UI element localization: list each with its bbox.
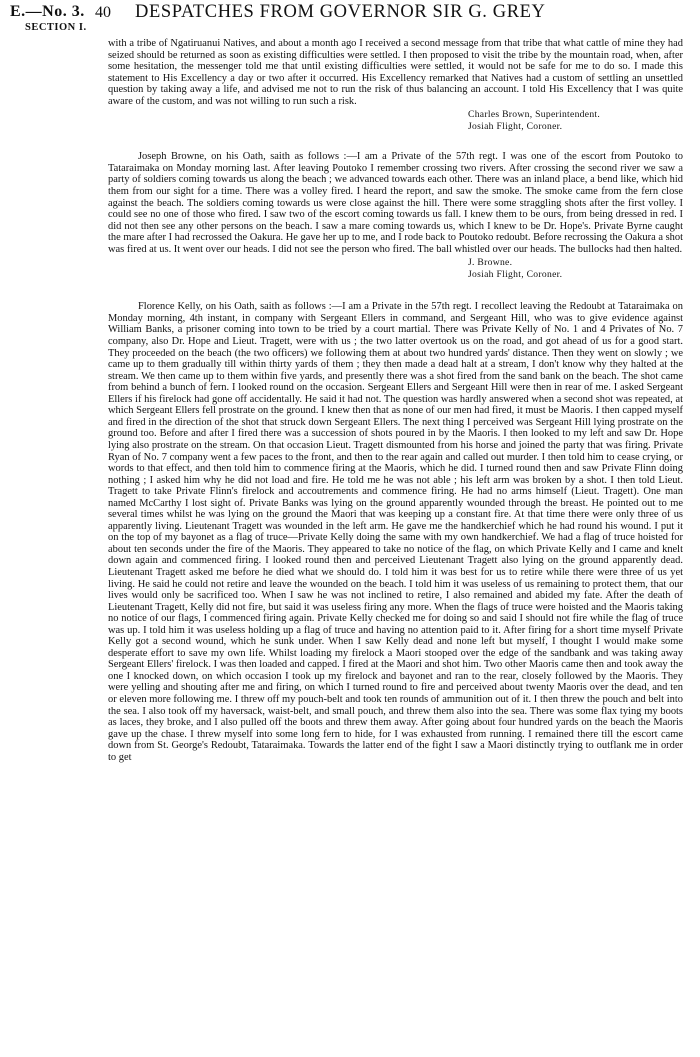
- document-body: [108, 38, 683, 763]
- signature-superintendent: Charles Brown, Superintendent.: [468, 109, 601, 121]
- paragraph-browne-testimony: Joseph Browne, on his Oath, saith as follows :—I am a Private of the 57th regt. I was one of the escort from Poutoko to Tataraimaka on Monday morning last. After leaving Poutoko I remember crossing two rivers. After crossing the second river we saw a party of soldiers coming towards us along the beach ; we advanced towards each other. There was an inland place, a bend like, which hid them from our sight for a time. There was a volley fired. I heard the report, and saw the smoke. The smoke came from the fern close against the beach. The soldiers coming towards us were close against the hill. There were some straggling shots after the first volley. I could see no one of those who fired. I saw two of the escort coming towards us fall. I knew them to be ours, from being dressed in red. I did not then see any other persons on the beach. I saw a mare coming towards us, which I knew to be Dr. Hope's. Private Byrne caught the mare after I had recrossed the Oakura. He gave her up to me, and I rode back to Poutoko redoubt. Before recrossing the Oakura a shot was fired at us. It went over our heads. I did not see the person who fired. The ball whistled over our heads. The bullocks had then halted.: [108, 151, 683, 255]
- paragraph-brown-testimony-end: with a tribe of Ngatiruanui Natives, and about a month ago I received a second message from that tribe that what cattle of mine they had seized should be returned as soon as existing difficulties were settled. I then proposed to visit the tribe by the mountain road, when, after some hesitation, the messenger told me that until existing difficulties were settled, it would not be safe for me to do so. I made this statement to His Excellency a day or two after it occurred. His Excellency remarked that Natives had a custom of settling an unsettled question by taking away a life, and advised me not to run the risk of thus balancing an account. I told His Excellency that I was quite aware of the custom, and was not willing to run such a risk.: [108, 38, 683, 107]
- paragraph-kelly-testimony: Florence Kelly, on his Oath, saith as follows :—I am a Private in the 57th regt. I recollect leaving the Redoubt at Tataraimaka on Monday morning, 4th instant, in company with Sergeant Ellers in command, and Sergeant Hill, who was to give evidence against William Banks, a prisoner coming into town to be tried by a court martial. There was Private Kelly of No. 1 and 4 Privates of No. 7 company, also Dr. Hope and Lieut. Tragett, were with us ; the two latter overtook us on the road, and got ahead of us for a good start. They proceeded on the beach (the two officers) we following them at about two hundred yards' distance. Then they went on slowly ; we came up to them gradually till within thirty yards of them ; they then made a dead halt at a stream, I don't know why they halted at the stream. We then came up to them within five yards, and presently there was a shot fired from the sand bank on the beach. The shot came from behind a bunch of fern. I looked round on the occasion. Sergeant Ellers and Sergeant Hill were then in rear of me. I asked Sergeant Ellers if his firelock had gone off accidentally. He said it had not. The question was hardly answered when a second shot was repeated, at which Sergeant Ellers fell prostrate on the ground. I knew then that as none of our men had fired, it must be Maoris. I then capped myself and fired in the direction of the shot that struck down Sergeant Ellers. The next thing I perceived was Sergeant Hill lying prostrate on the ground too. Before and after I fired there was a succession of shots poured in by the Maoris. I then looked to my left and saw Dr. Hope lying also prostrate on the stream. On that occasion Lieut. Tragett dismounted from his horse and joined the party that was firing. Private Ryan of No. 7 company went a few paces to the front, and then to the rear again and called out murder. I then told him to cease crying, or words to that effect, and then told him to commence firing at the Maoris, which he did. I turned round then and saw Private Flinn doing nothing ; I asked him why he did not load and fire. He told me he was not able ; his left arm was broken by a shot. I then told Lieut. Tragett to take Private Flinn's firelock and accoutrements and commence firing. He had no arms himself (Lieut. Tragett). One man named McCarthy I lost sight of. Private Banks was lying on the ground apparently wounded through the breast. He pointed out to me several times whilst he was lying on the ground the Maori that was keeping up a constant fire. At that time there were only three of us apparently living. Lieutenant Tragett was wounded in the left arm. He gave me the handkerchief which he had round his wound. I put it on the top of my bayonet as a flag of truce—Private Kelly doing the same with my own handkerchief. We had a flag of truce hoisted for about ten seconds under the fire of the Maoris. They appeared to take no notice of the flag, on which Private Kelly and I came and knelt down again and commenced firing. I looked round then and perceived Lieutenant Tragett also lying on the ground apparently dead. Lieutenant Tragett asked me before he died what we should do. I told him it was best for us to retire while there were three of us yet living. He said he could not retire and leave the wounded on the beach. I told him it was useless of us remaining to protect them, that our lives would only be sacrificed too. When I saw he was not inclined to retire, I also remained and abided my fate. After the death of Lieutenant Tragett, Kelly did not fire, but said it was useless firing any more. When the flags of truce were hoisted and the Maoris taking no notice of our flags, I commenced firing again. Private Kelly checked me for doing so and said I should not fire while the flag of truce was up. I told him it was useless holding up a flag of truce and having no attention paid to it. After firing for a short time myself Private Kelly got a second wound, which he sunk under. When I saw Kelly dead and none left but myself, I thought I would make some desperate effort to save my own life. Whilst loading my firelock a Maori stooped over the edge of the sandbank and was taking away Sergeant Ellers' firelock. I was then loaded and capped. I fired at the Maori and shot him. Two other Maoris came then and took away the one I knocked down, on which occasion I took up my firelock and bayonet and ran to the rear, closely followed by the Maoris. They were yelling and shouting after me and firing, on which I turned round to fire and perceived about twenty Maoris over the dead, and ten or eleven more following me. I threw off my pouch-belt and took ten rounds of ammunition out of it. I then threw the pouch and belt into the sea. I also took off my haversack, waist-belt, and small pouch, and threw them also into the sea. There was some flax tying my boots as laces, they broke, and I also pulled off the boots and threw them away. After going about four hundred yards on the beach the Maoris gave up the chase. I threw myself into some long fern to hide, for I was exhausted from running. I remained there till the escort came down from St. George's Redoubt, Tataraimaka. Towards the latter end of the fight I saw a Maori distinctly trying to outflank me in order to get: [108, 301, 683, 763]
- page-header: [0, 0, 700, 40]
- page-title: DESPATCHES FROM GOVERNOR SIR G. GREY: [135, 2, 546, 22]
- page-number: 40: [95, 4, 111, 21]
- section-label: SECTION I.: [25, 22, 87, 33]
- signature-coroner: Josiah Flight, Coroner.: [468, 120, 563, 132]
- signature-browne: J. Browne.: [468, 257, 513, 269]
- series-number: E.—No. 3.: [10, 3, 85, 20]
- signature-coroner-2: Josiah Flight, Coroner.: [468, 268, 563, 280]
